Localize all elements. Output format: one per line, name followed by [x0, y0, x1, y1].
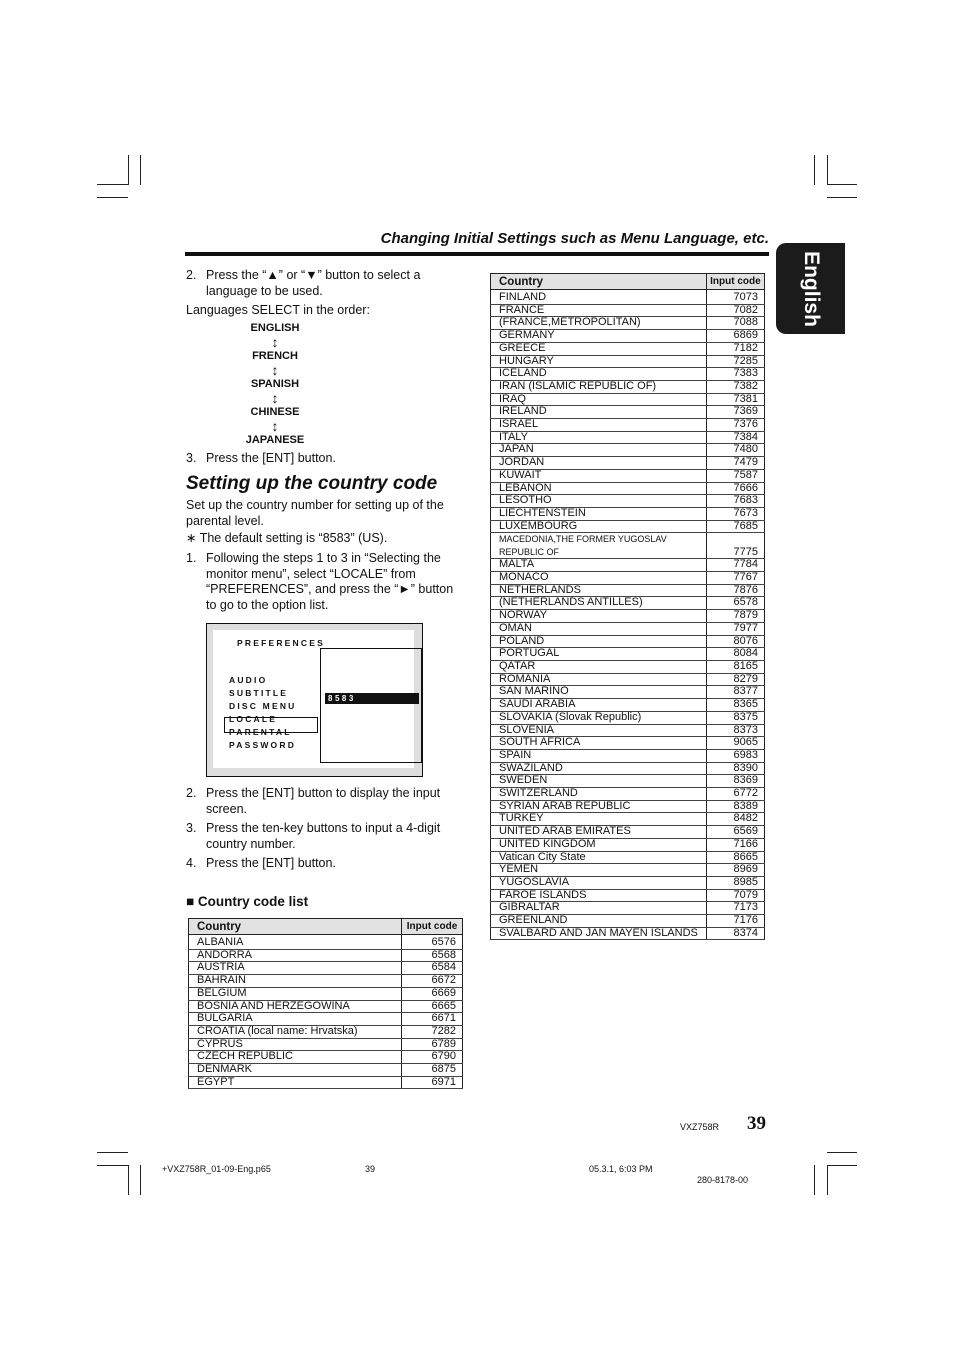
- language-item: JAPANESE: [245, 434, 305, 446]
- country-input-code: 8482: [706, 813, 764, 826]
- country-name: GREENLAND: [491, 915, 707, 928]
- country-input-code: 7382: [706, 380, 764, 393]
- table-row: [491, 584, 765, 597]
- up-down-arrow-icon: ↕: [271, 362, 279, 378]
- table-row: [491, 482, 765, 495]
- country-name: POLAND: [491, 635, 707, 648]
- osd-selected-value: 8583: [325, 693, 419, 704]
- languages-label: Languages SELECT in the order:: [186, 303, 370, 317]
- column-header-code: Input code: [402, 919, 463, 935]
- country-name: (FRANCE,METROPOLITAN): [491, 317, 707, 330]
- country-input-code: 6772: [706, 788, 764, 801]
- step-number: 1.: [186, 551, 197, 565]
- country-name: FAROE ISLANDS: [491, 889, 707, 902]
- crop-mark: [140, 1165, 141, 1195]
- country-input-code: 7166: [706, 838, 764, 851]
- country-name: OMAN: [491, 622, 707, 635]
- country-name: KUWAIT: [491, 469, 707, 482]
- country-input-code: 8084: [706, 648, 764, 661]
- table-row: [491, 317, 765, 330]
- country-name: MONACO: [491, 572, 707, 585]
- country-input-code: 8390: [706, 762, 764, 775]
- crop-mark: [827, 184, 857, 185]
- country-input-code: 7879: [706, 610, 764, 623]
- country-input-code: 8373: [706, 724, 764, 737]
- crop-mark: [814, 155, 815, 185]
- up-down-arrow-icon: ↕: [271, 418, 279, 434]
- table-row: [491, 826, 765, 839]
- country-name: UNITED KINGDOM: [491, 838, 707, 851]
- country-name: TURKEY: [491, 813, 707, 826]
- country-name: UNITED ARAB EMIRATES: [491, 826, 707, 839]
- table-row: [491, 902, 765, 915]
- table-row: [491, 444, 765, 457]
- file-name: +VXZ758R_01-09-Eng.p65: [162, 1164, 271, 1174]
- country-input-code: 8665: [706, 851, 764, 864]
- column-header-country: Country: [491, 274, 707, 290]
- column-header-country: Country: [189, 919, 402, 935]
- language-item: SPANISH: [250, 378, 300, 390]
- country-name: YUGOSLAVIA: [491, 876, 707, 889]
- crop-mark: [827, 1165, 857, 1166]
- part-number: 280-8178-00: [697, 1175, 749, 1185]
- country-name: GIBRALTAR: [491, 902, 707, 915]
- table-row: [491, 572, 765, 585]
- country-input-code: 6875: [402, 1064, 463, 1077]
- country-input-code: 7767: [706, 572, 764, 585]
- country-input-code: 6665: [402, 1000, 463, 1013]
- table-row: [491, 431, 765, 444]
- table-row: [491, 660, 765, 673]
- osd-menu-item: SUBTITLE: [229, 688, 289, 698]
- country-input-code: 6569: [706, 826, 764, 839]
- language-item: CHINESE: [250, 406, 300, 418]
- osd-menu-item-locale: LOCALE: [229, 714, 278, 724]
- country-name: MALTA: [491, 559, 707, 572]
- table-row: [491, 290, 765, 305]
- country-input-code: 8375: [706, 711, 764, 724]
- table-row: [189, 935, 463, 950]
- section-title: Setting up the country code: [186, 473, 438, 494]
- crop-mark: [97, 184, 128, 185]
- table-row: [491, 355, 765, 368]
- table-row: [491, 813, 765, 826]
- table-row: [491, 762, 765, 775]
- country-name: QATAR: [491, 660, 707, 673]
- country-input-code: 7182: [706, 342, 764, 355]
- country-name: SAUDI ARABIA: [491, 699, 707, 712]
- country-name: FINLAND: [491, 290, 707, 305]
- table-row: [491, 330, 765, 343]
- country-input-code: 7173: [706, 902, 764, 915]
- country-code-table-left: [188, 918, 463, 1089]
- country-input-code: 6671: [402, 1013, 463, 1026]
- country-input-code: 6790: [402, 1051, 463, 1064]
- country-code-table-right: [490, 273, 765, 940]
- country-name: ITALY: [491, 431, 707, 444]
- up-down-arrow-icon: ↕: [271, 390, 279, 406]
- country-input-code: 7587: [706, 469, 764, 482]
- column-header-code: Input code: [706, 274, 764, 290]
- table-row: [189, 1051, 463, 1064]
- country-name: BAHRAIN: [189, 975, 402, 988]
- table-row: [491, 304, 765, 317]
- default-note: ∗ The default setting is “8583” (US).: [186, 531, 388, 545]
- table-row: [491, 851, 765, 864]
- country-name: MACEDONIA,THE FORMER YUGOSLAV REPUBLIC OF: [491, 533, 707, 559]
- crop-mark: [814, 1165, 815, 1195]
- osd-menu-item: AUDIO: [229, 675, 268, 685]
- crop-mark: [827, 1152, 857, 1153]
- country-name: SLOVENIA: [491, 724, 707, 737]
- crop-mark: [97, 1165, 128, 1166]
- table-row: [491, 533, 765, 559]
- country-input-code: 8165: [706, 660, 764, 673]
- table-row: [491, 648, 765, 661]
- table-row: [491, 342, 765, 355]
- page-number: 39: [747, 1113, 766, 1134]
- country-input-code: 8365: [706, 699, 764, 712]
- table-row: [491, 419, 765, 432]
- country-input-code: 7685: [706, 520, 764, 533]
- country-name: ANDORRA: [189, 949, 402, 962]
- country-name: YEMEN: [491, 864, 707, 877]
- country-input-code: 7977: [706, 622, 764, 635]
- table-row: [189, 949, 463, 962]
- country-name: BELGIUM: [189, 987, 402, 1000]
- step-text: Press the [ENT] button.: [206, 856, 336, 870]
- country-name: ICELAND: [491, 368, 707, 381]
- crop-mark: [827, 155, 828, 185]
- step-text: Following the steps 1 to 3 in “Selecting the monitor menu”, select “LOCALE” from “PREFERENCES”, and press the “►” button to go to the option list.: [206, 551, 454, 612]
- table-row: [491, 724, 765, 737]
- table-row: [491, 507, 765, 520]
- country-name: NORWAY: [491, 610, 707, 623]
- section-intro: Set up the country number for setting up of the parental level.: [186, 498, 444, 528]
- country-name: SWEDEN: [491, 775, 707, 788]
- table-row: [491, 597, 765, 610]
- country-name: ISRAEL: [491, 419, 707, 432]
- table-row: [491, 469, 765, 482]
- country-name: IRAN (ISLAMIC REPUBLIC OF): [491, 380, 707, 393]
- model-name: VXZ758R: [680, 1122, 720, 1132]
- table-row: [491, 380, 765, 393]
- table-row: [491, 838, 765, 851]
- country-input-code: 6576: [402, 935, 463, 950]
- country-name: FRANCE: [491, 304, 707, 317]
- country-input-code: 8374: [706, 927, 764, 940]
- step-number: 4.: [186, 856, 197, 870]
- table-row: [491, 673, 765, 686]
- country-input-code: 6983: [706, 749, 764, 762]
- country-input-code: 7088: [706, 317, 764, 330]
- country-name: EGYPT: [189, 1076, 402, 1089]
- country-input-code: 7666: [706, 482, 764, 495]
- country-name: (NETHERLANDS ANTILLES): [491, 597, 707, 610]
- print-page-number: 39: [365, 1164, 376, 1174]
- country-input-code: 7282: [402, 1025, 463, 1038]
- country-input-code: 6789: [402, 1038, 463, 1051]
- country-input-code: 7384: [706, 431, 764, 444]
- table-row: [491, 622, 765, 635]
- country-name: DENMARK: [189, 1064, 402, 1077]
- country-name: LEBANON: [491, 482, 707, 495]
- step-text: Press the “▲” or “▼” button to select a language to be used.: [206, 268, 421, 298]
- country-input-code: 6672: [402, 975, 463, 988]
- crop-mark: [140, 155, 141, 185]
- country-name: IRAQ: [491, 393, 707, 406]
- crop-mark: [128, 155, 129, 185]
- country-input-code: 7683: [706, 495, 764, 508]
- country-name: CZECH REPUBLIC: [189, 1051, 402, 1064]
- table-row: [491, 711, 765, 724]
- table-row: [491, 686, 765, 699]
- country-name: IRELAND: [491, 406, 707, 419]
- country-input-code: 8369: [706, 775, 764, 788]
- table-row: [189, 1025, 463, 1038]
- table-row: [491, 559, 765, 572]
- country-name: LIECHTENSTEIN: [491, 507, 707, 520]
- table-row: [491, 889, 765, 902]
- crop-mark: [97, 1152, 128, 1153]
- country-input-code: 7079: [706, 889, 764, 902]
- print-date: 05.3.1, 6:03 PM: [589, 1164, 653, 1174]
- table-row: [491, 864, 765, 877]
- table-row: [491, 927, 765, 940]
- country-input-code: 7285: [706, 355, 764, 368]
- table-row: [189, 1000, 463, 1013]
- country-name: SOUTH AFRICA: [491, 737, 707, 750]
- country-input-code: 8076: [706, 635, 764, 648]
- table-row: [491, 368, 765, 381]
- country-input-code: 7073: [706, 290, 764, 305]
- side-tab-label: English: [799, 250, 823, 327]
- crop-mark: [97, 197, 128, 198]
- country-name: SLOVAKIA (Slovak Republic): [491, 711, 707, 724]
- crop-mark: [827, 197, 857, 198]
- table-row: [491, 520, 765, 533]
- country-input-code: 6869: [706, 330, 764, 343]
- table-row: [491, 393, 765, 406]
- step-text: Press the [ENT] button.: [206, 451, 336, 465]
- country-name: LESOTHO: [491, 495, 707, 508]
- table-row: [189, 962, 463, 975]
- country-name: ROMANIA: [491, 673, 707, 686]
- country-input-code: 7376: [706, 419, 764, 432]
- country-name: JAPAN: [491, 444, 707, 457]
- step-number: 3.: [186, 451, 197, 465]
- table-row: [491, 457, 765, 470]
- country-input-code: 7784: [706, 559, 764, 572]
- country-name: GERMANY: [491, 330, 707, 343]
- country-name: SAN MARINO: [491, 686, 707, 699]
- country-name: AUSTRIA: [189, 962, 402, 975]
- country-input-code: 8377: [706, 686, 764, 699]
- step-number: 2.: [186, 786, 197, 800]
- page-header-title: Changing Initial Settings such as Menu Language, etc.: [380, 230, 769, 247]
- table-row: [491, 915, 765, 928]
- country-name: Vatican City State: [491, 851, 707, 864]
- table-row: [491, 406, 765, 419]
- language-item: ENGLISH: [250, 322, 300, 334]
- country-input-code: 7369: [706, 406, 764, 419]
- country-input-code: 7876: [706, 584, 764, 597]
- country-input-code: 7775: [706, 533, 764, 559]
- table-row: [189, 1064, 463, 1077]
- country-name: PORTUGAL: [491, 648, 707, 661]
- country-name: CROATIA (local name: Hrvatska): [189, 1025, 402, 1038]
- osd-option-box: [320, 648, 422, 763]
- osd-menu-item: PARENTAL: [229, 727, 292, 737]
- table-row: [491, 737, 765, 750]
- country-input-code: 7381: [706, 393, 764, 406]
- country-name: SWITZERLAND: [491, 788, 707, 801]
- country-name: NETHERLANDS: [491, 584, 707, 597]
- country-name: CYPRUS: [189, 1038, 402, 1051]
- preferences-osd-screen: [206, 623, 423, 777]
- country-input-code: 6584: [402, 962, 463, 975]
- country-input-code: 7176: [706, 915, 764, 928]
- country-name: SPAIN: [491, 749, 707, 762]
- crop-mark: [827, 1165, 828, 1195]
- up-down-arrow-icon: ↕: [271, 334, 279, 350]
- country-input-code: 7479: [706, 457, 764, 470]
- country-name: ALBANIA: [189, 935, 402, 950]
- osd-menu-item: DISC MENU: [229, 701, 297, 711]
- header-rule: [185, 252, 769, 256]
- table-row: [189, 975, 463, 988]
- table-row: [491, 610, 765, 623]
- step-text: Press the [ENT] button to display the input screen.: [206, 786, 441, 816]
- country-input-code: 7673: [706, 507, 764, 520]
- osd-title: PREFERENCES: [237, 638, 325, 648]
- table-row: [189, 1038, 463, 1051]
- crop-mark: [128, 1165, 129, 1195]
- language-item: FRENCH: [252, 350, 298, 362]
- table-row: [491, 495, 765, 508]
- step-number: 2.: [186, 268, 197, 282]
- table-row: [491, 699, 765, 712]
- step-number: 3.: [186, 821, 197, 835]
- table-row: [491, 788, 765, 801]
- country-name: SVALBARD AND JAN MAYEN ISLANDS: [491, 927, 707, 940]
- table-row: [491, 749, 765, 762]
- country-name: JORDAN: [491, 457, 707, 470]
- osd-menu-item: PASSWORD: [229, 740, 297, 750]
- table-row: [189, 1013, 463, 1026]
- country-input-code: 8985: [706, 876, 764, 889]
- table-row: [491, 775, 765, 788]
- country-input-code: 6568: [402, 949, 463, 962]
- country-input-code: 9065: [706, 737, 764, 750]
- country-name: BULGARIA: [189, 1013, 402, 1026]
- country-input-code: 6578: [706, 597, 764, 610]
- english-side-tab: [776, 243, 845, 334]
- step-text: Press the ten-key buttons to input a 4-digit country number.: [206, 821, 441, 851]
- country-name: GREECE: [491, 342, 707, 355]
- table-row: [189, 987, 463, 1000]
- country-input-code: 7082: [706, 304, 764, 317]
- country-input-code: 6971: [402, 1076, 463, 1089]
- country-input-code: 8389: [706, 800, 764, 813]
- country-input-code: 8969: [706, 864, 764, 877]
- country-name: LUXEMBOURG: [491, 520, 707, 533]
- country-name: BOSNIA AND HERZEGOWINA: [189, 1000, 402, 1013]
- country-input-code: 7480: [706, 444, 764, 457]
- table-row: [491, 800, 765, 813]
- country-list-title: ■ Country code list: [186, 894, 309, 909]
- table-row: [189, 1076, 463, 1089]
- country-name: SWAZILAND: [491, 762, 707, 775]
- country-input-code: 7383: [706, 368, 764, 381]
- country-input-code: 6669: [402, 987, 463, 1000]
- table-row: [491, 635, 765, 648]
- country-name: SYRIAN ARAB REPUBLIC: [491, 800, 707, 813]
- country-input-code: 8279: [706, 673, 764, 686]
- country-name: HUNGARY: [491, 355, 707, 368]
- table-row: [491, 876, 765, 889]
